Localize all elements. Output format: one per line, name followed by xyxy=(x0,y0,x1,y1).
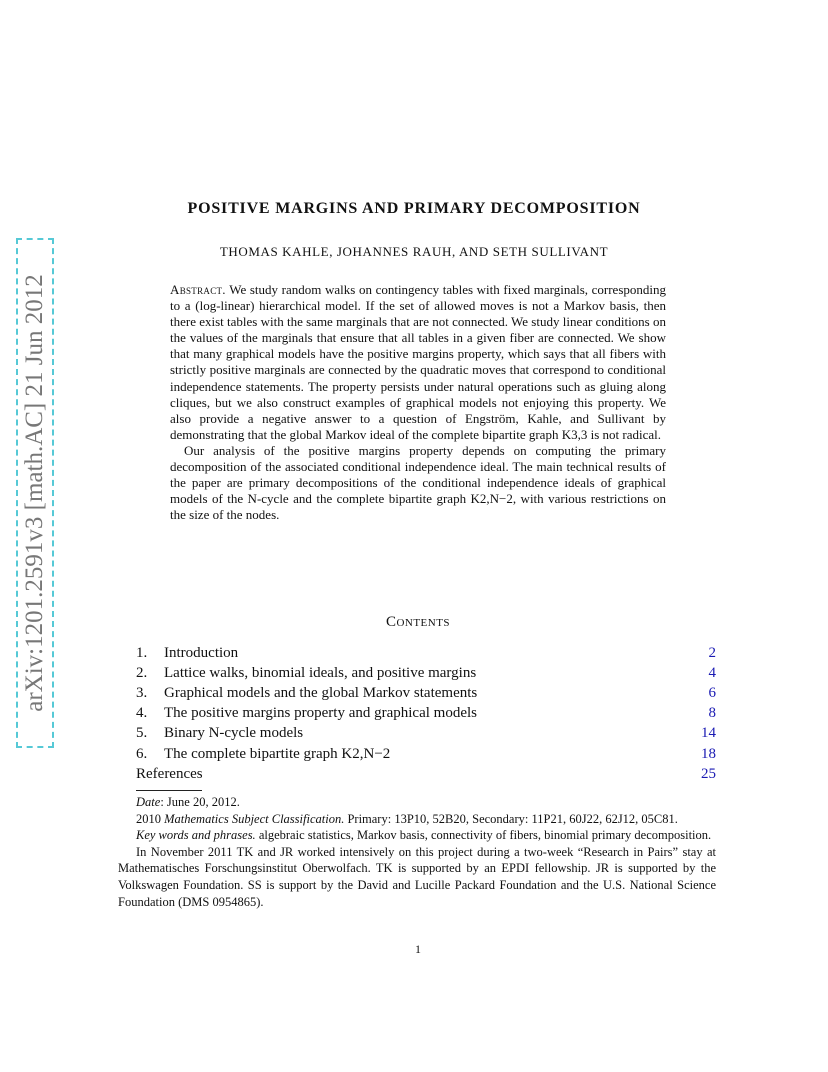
page-number: 1 xyxy=(415,942,421,956)
footnote-date xyxy=(118,794,716,811)
abstract-paragraph-2: Our analysis of the positive margins property depends on computing the primary decomposition of the associated conditional independence ideal. The main technical results of the paper are primary decompositions of the conditional independence ideals of graphical models of the N-cycle and the complete bipartite graph K2,N−2, with various restrictions on the size of the nodes. xyxy=(170,442,666,523)
toc-page-link[interactable]: 18 xyxy=(701,745,716,762)
toc-entry-positive-margins[interactable] xyxy=(136,704,716,724)
date-label: Date xyxy=(136,795,161,809)
contents-heading: Contents xyxy=(385,614,451,630)
date-value: : June 20, 2012. xyxy=(160,795,240,809)
paper-authors: THOMAS KAHLE, JOHANNES RAUH, AND SETH SULLIVANT xyxy=(219,244,609,259)
toc-page-link[interactable]: 14 xyxy=(701,725,716,742)
toc-title: The complete bipartite graph K2,N−2 xyxy=(164,745,391,762)
toc-number: 4. xyxy=(136,705,148,722)
toc-entry-introduction[interactable] xyxy=(136,643,716,663)
keywords-value: algebraic statistics, Markov basis, connectivity of fibers, binomial primary decomposition. xyxy=(255,828,712,843)
paper-title: POSITIVE MARGINS AND PRIMARY DECOMPOSITION xyxy=(187,200,641,217)
toc-page-link[interactable]: 2 xyxy=(708,644,716,661)
toc-title: Binary N-cycle models xyxy=(164,725,304,742)
toc-number: 6. xyxy=(136,745,148,762)
footnote-rule xyxy=(136,790,202,791)
toc-title: Introduction xyxy=(164,644,239,661)
abstract xyxy=(170,282,666,523)
footnote-acknowledgment: In November 2011 TK and JR worked intensively on this project during a two-week “Research in Pairs” stay at Mathematisches Forschungsinstitut Oberwolfach. TK is supported by an EPDI fellowship. JR is supported by the Volkswagen Foundation. SS is support by the David and Lucille Packard Foundation and the U.S. National Science Foundation (DMS 0954865). xyxy=(118,844,716,909)
toc-page-link[interactable]: 6 xyxy=(708,684,716,701)
toc-entry-binary-n-cycle[interactable] xyxy=(136,724,716,744)
footnotes xyxy=(118,794,716,910)
toc-entry-lattice-walks[interactable] xyxy=(136,663,716,683)
toc-number: 2. xyxy=(136,664,148,681)
toc-page-link[interactable]: 4 xyxy=(708,664,716,681)
toc-title: References xyxy=(136,765,203,782)
toc-entry-references[interactable] xyxy=(136,764,716,784)
keywords-label: Key words and phrases. xyxy=(136,828,256,843)
msc-value: Primary: 13P10, 52B20, Secondary: 11P21, 60J22, 62J12, 05C81. xyxy=(344,811,678,826)
abstract-paragraph-1 xyxy=(170,282,666,443)
toc-entry-graphical-models[interactable] xyxy=(136,683,716,703)
abstract-label: Abstract. xyxy=(170,282,226,297)
toc-page-link[interactable]: 25 xyxy=(701,765,716,782)
toc-number: 3. xyxy=(136,684,148,701)
table-of-contents xyxy=(136,643,716,784)
footnote-msc xyxy=(118,811,716,828)
toc-entry-complete-bipartite[interactable] xyxy=(136,744,716,764)
toc-title: Graphical models and the global Markov statements xyxy=(164,684,478,701)
toc-title: The positive margins property and graphical models xyxy=(164,705,477,722)
arxiv-identifier: arXiv:1201.2591v3 [math.AC] 21 Jun 2012 xyxy=(21,274,48,712)
msc-prefix: 2010 xyxy=(136,811,165,826)
abstract-text-1: We study random walks on contingency tables with fixed marginals, corresponding to a (log-linear) hierarchical model. If the set of allowed moves is not a Markov basis, then there exist tables with the same marginals that are not connected. We study linear conditions on the values of the marginals that ensure that all tables in a given fiber are connected. We show that many graphical models have the positive margins property, which says that all fibers with strictly positive marginals are connected by the quadratic moves that correspond to conditional independence statements. The property persists under natural operations such as gluing along cliques, but we also construct examples of graphical models not enjoying this property. We also provide a negative answer to a question of Engström, Kahle, and Sullivant by demonstrating that the global Markov ideal of the complete bipartite graph K3,3 is not radical. xyxy=(170,282,666,442)
msc-label: Mathematics Subject Classification. xyxy=(164,811,345,826)
toc-number: 1. xyxy=(136,644,148,661)
arxiv-stamp xyxy=(16,238,54,748)
footnote-keywords xyxy=(118,827,716,844)
toc-title: Lattice walks, binomial ideals, and positive margins xyxy=(164,664,477,681)
toc-page-link[interactable]: 8 xyxy=(708,705,716,722)
toc-number: 5. xyxy=(136,725,148,742)
